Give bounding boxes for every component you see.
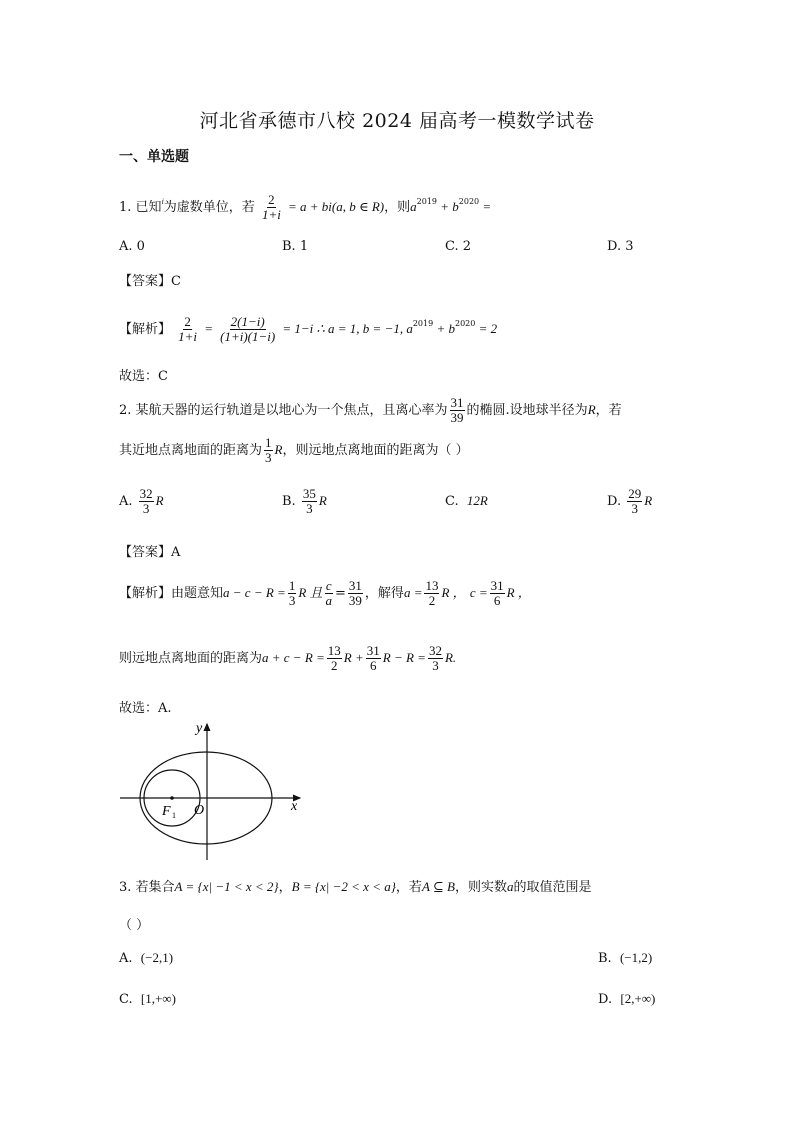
origin-label: O [194, 803, 205, 818]
analysis-2-line2: 则远地点离地面的距离为a + c − R = $\frac{13}{2}$ R + $\frac{31}{6}$ R − R = $\frac{32}{3}$ R. [119, 643, 457, 673]
q2-option-c: C. 12R [445, 493, 488, 509]
q3-option-c: C. [1,+∞) [119, 991, 176, 1007]
focus-point [170, 796, 174, 800]
x-axis-label: x [291, 799, 298, 814]
answer-1: 【答案】C [119, 274, 181, 289]
option-b: B. 1 [282, 239, 309, 254]
q2-option-b: B. $\frac{35}{3}$ R [282, 486, 327, 516]
analysis-2-line1: 【解析】由题意知a − c − R = $\frac{1}{3}$ R 且 $\frac{c}{a}$ = $\frac{31}{39}$ ，解得a = $\frac{13}{2}$ R ， c = $\frac{31}{6}$ R ， [119, 578, 531, 608]
answer-2: 【答案】A [119, 545, 181, 560]
q3-option-b: B. (−1,2) [598, 950, 653, 966]
choose-1: 故选：C [119, 369, 168, 384]
choose-2: 故选：A. [119, 701, 172, 716]
question-2-line2: 其近地点离地面的距离为 $\frac{1}{3}$ R，则远地点离地面的距离为（ ） [119, 435, 469, 465]
q3-option-a: A. (−2,1) [119, 950, 174, 966]
fraction: $\frac{31}{39}$ [450, 395, 464, 425]
y-axis-label: y [196, 721, 203, 736]
fraction: $\frac{2}{1+i}$ [178, 314, 198, 344]
section-heading: 一、单选题 [119, 149, 189, 165]
page-title: 河北省承德市八校 2024 届高考一模数学试卷 [199, 110, 595, 132]
analysis-1: 【解析】 $\frac{2}{1+i}$ = $\frac{2(1-i)}{(1+i)(1-i)}$ = 1−i ∴ a = 1, b = −1, $a^{2019} + b^{2020} = 2$ [119, 314, 498, 344]
question-3-line1: 3. 若集合A = {x| −1 < x < 2}，B = {x| −2 < x < a}，若A ⊆ B，则实数a的取值范围是 [119, 879, 592, 895]
focus-subscript: 1 [172, 811, 176, 820]
option-c: C. 2 [445, 239, 472, 254]
fraction: $\frac{2(1-i)}{(1+i)(1-i)}$ [220, 314, 276, 344]
fraction: $\frac{2}{1+i}$ [261, 192, 281, 222]
q2-option-d: D. $\frac{29}{3}$ R [607, 486, 653, 516]
q3-option-d: D. [2,+∞) [598, 991, 656, 1007]
question-2-line1: 2. 某航天器的运行轨道是以地心为一个焦点，且离心率为 $\frac{31}{39}$ 的椭圆.设地球半径为R，若 [119, 395, 622, 425]
question-3-line2: （ ） [119, 918, 150, 933]
option-d: D. 3 [607, 239, 634, 254]
option-a: A. 0 [119, 239, 145, 254]
focus-label: F [162, 804, 171, 819]
fraction: $\frac{1}{3}$ [265, 435, 272, 465]
q2-option-a: A. $\frac{32}{3}$ R [119, 486, 164, 516]
ellipse-figure [110, 718, 310, 863]
question-1-stem: 1. 已知$^i$为虚数单位，若 $\frac{2}{1+i}$ = a + bi(a, b ∈ R)，则$a^{2019} + b^{2020}$ = [119, 192, 492, 222]
